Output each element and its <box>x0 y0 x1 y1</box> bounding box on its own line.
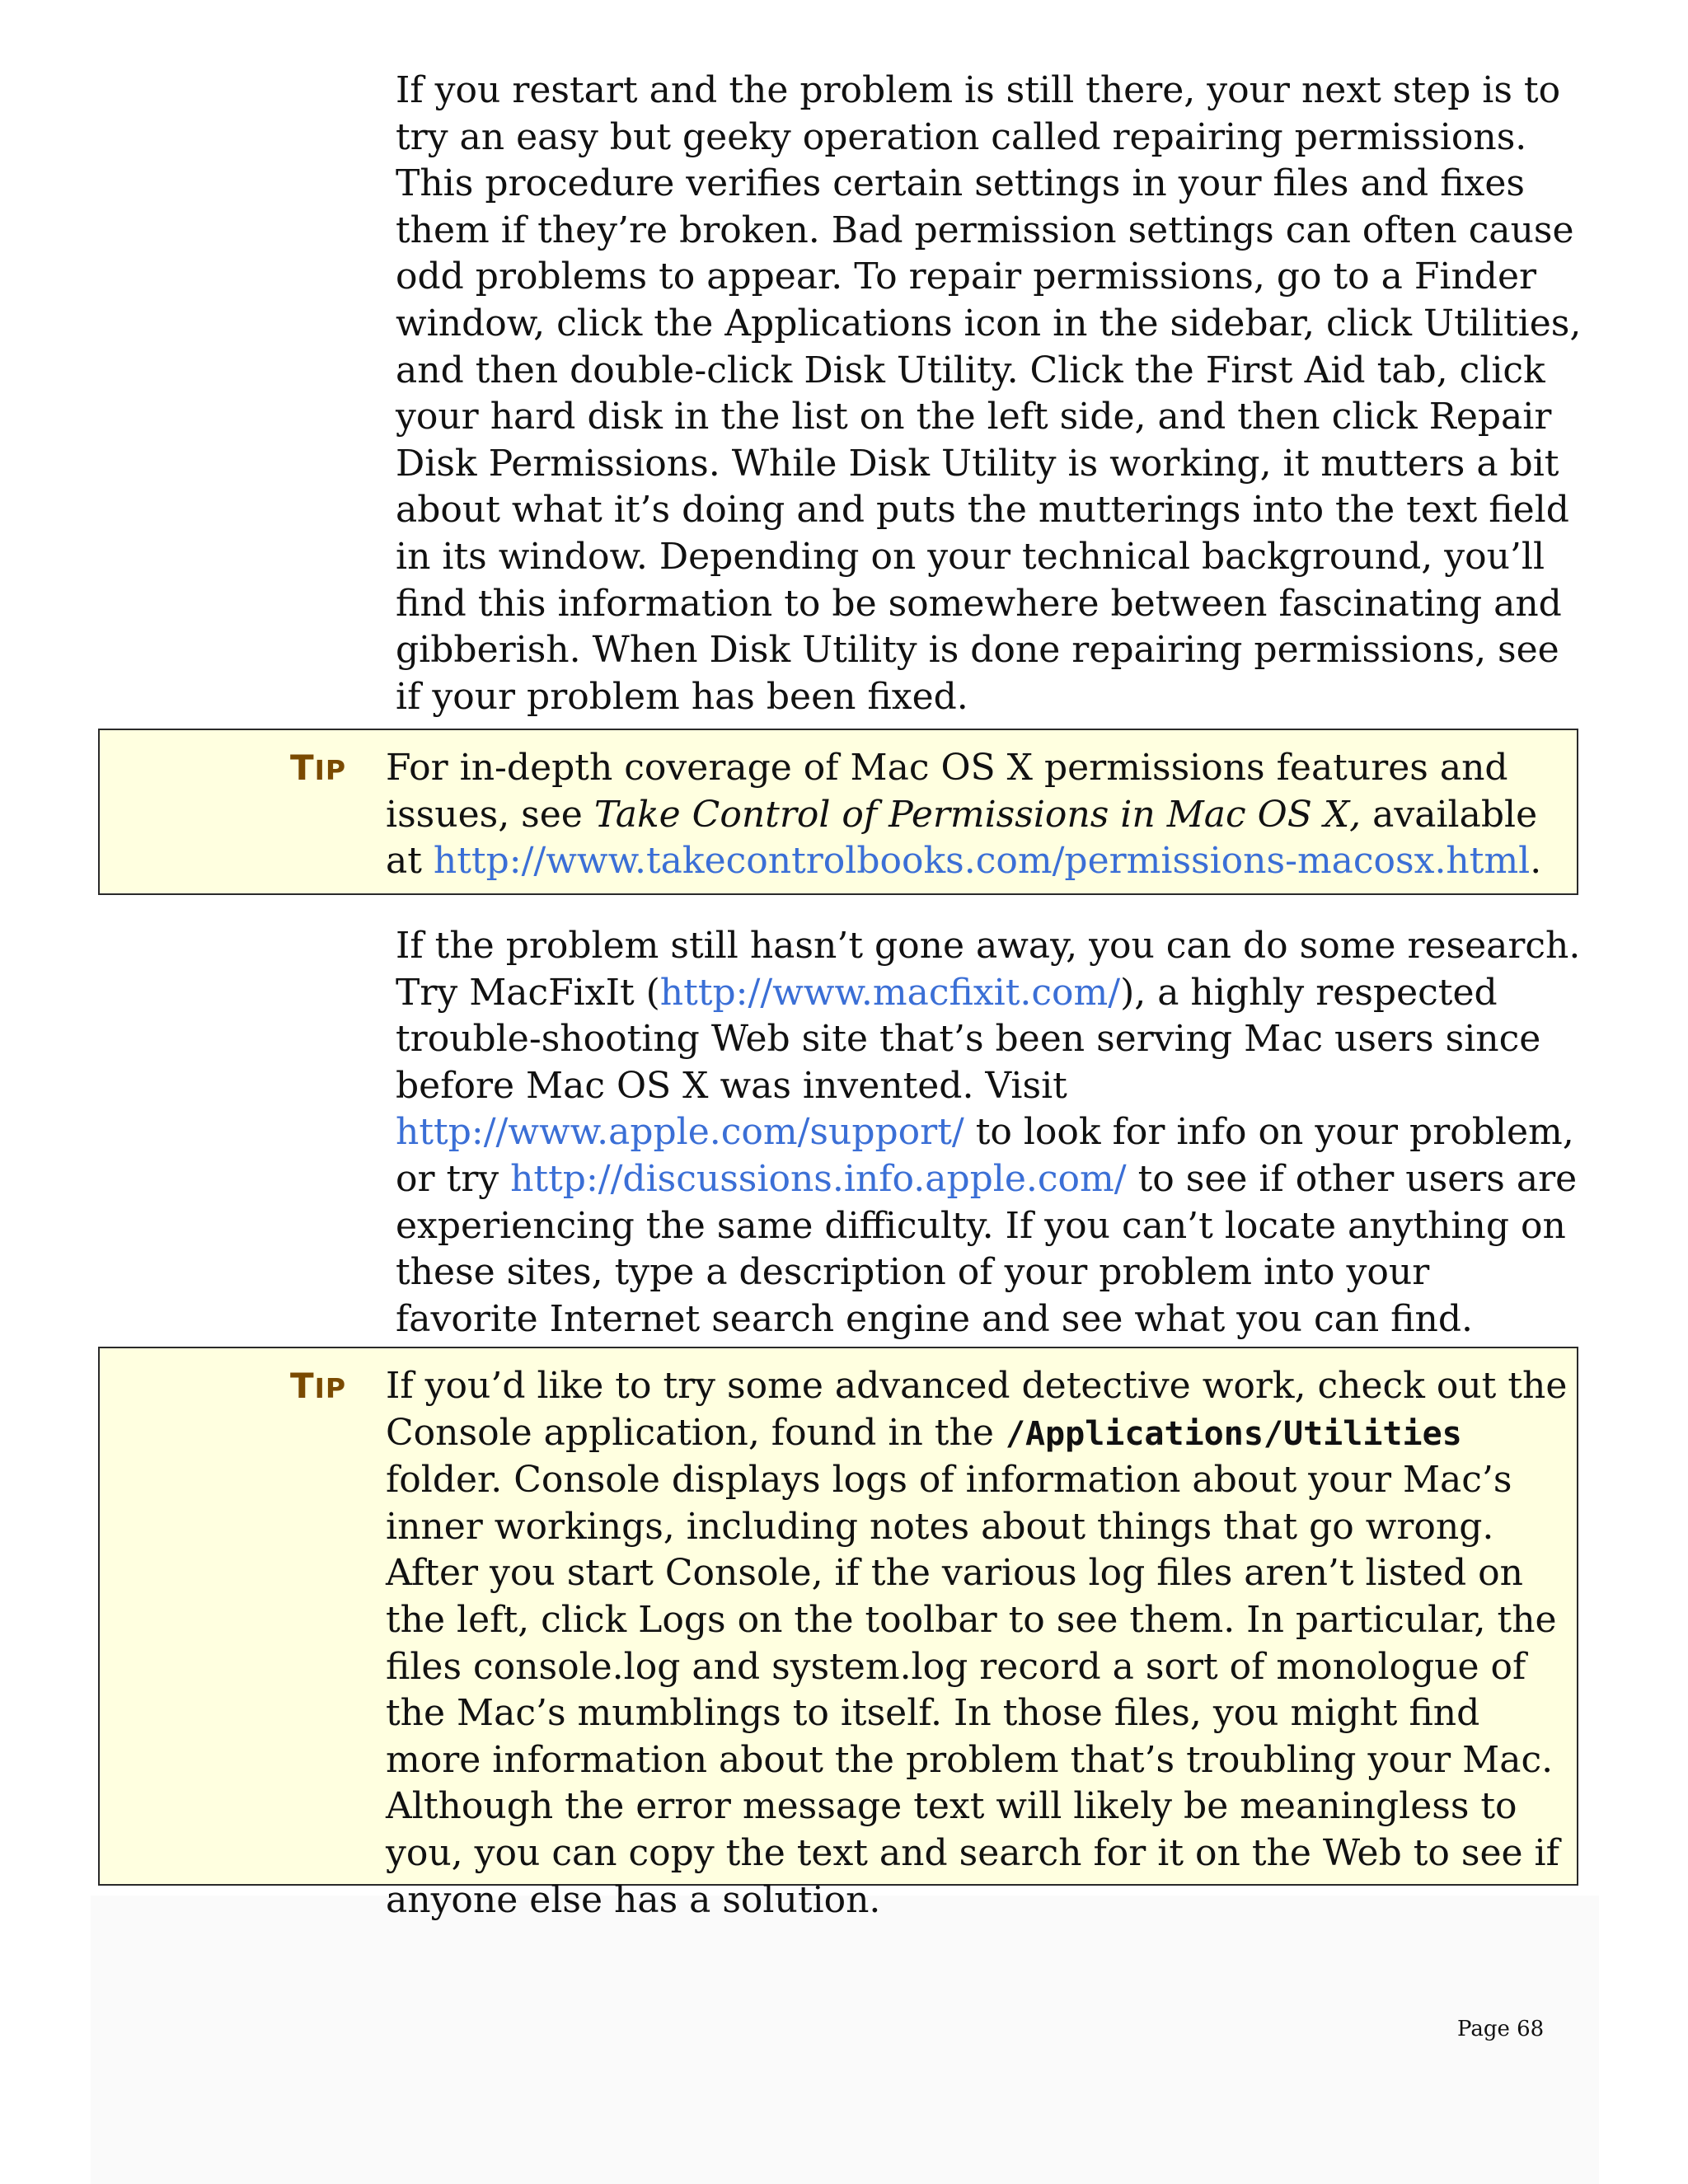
paragraph-text-segment: to see if other users are experiencing the same difficulty. If you can’t locate anything on these sites, type a description of your problem into your favorite Internet search engine and see what you can find. <box>396 1157 1578 1340</box>
tip-text <box>386 1363 1573 1924</box>
tip-box-permissions <box>98 729 1578 895</box>
tip-text-segment: folder. Console displays logs of information about your Mac’s inner workings, including notes about things that go wrong. After you start Console, if the various log files aren’t listed on the left, click Logs on the toolbar to see them. In particular, the files console.log and system.log record a sort of monologue of the Mac’s mumblings to itself. In those files, you might find more information about the problem that’s troubling your Mac. Although the error message text will likely be meaningless to you, you can copy the text and search for it on the Web to see if anyone else has a solution. <box>386 1459 1559 1921</box>
tip-text-segment: available at <box>386 793 1538 883</box>
macfixit-link[interactable]: http://www.macfixit.com/ <box>659 971 1121 1014</box>
utilities-folder-path: /Applications/Utilities <box>1005 1414 1462 1453</box>
tip-label-rest: IP <box>314 1372 347 1404</box>
paragraph-text-segment: ), a highly respected trouble-shooting Web site that’s been serving Mac users since before Mac OS X was invented. Visit <box>396 971 1541 1107</box>
apple-discussions-link[interactable]: http://discussions.info.apple.com/ <box>510 1157 1127 1200</box>
page-number: Page 68 <box>1457 2017 1545 2041</box>
tip-box-console <box>98 1347 1578 1921</box>
apple-support-link[interactable]: http://www.apple.com/support/ <box>396 1111 964 1154</box>
paragraph-text: If you restart and the problem is still there, your next step is to try an easy but geeky operation called repairing permissions. This procedure verifies certain settings in your files and fixes them if they’re broken. Bad permission settings can often cause odd problems to appear. To repair permissions, go to a Finder window, click the Applications icon in the sidebar, click Utilities, and then double-click Disk Utility. Click the First Aid tab, click your hard disk in the list on the left side, and then click Repair Disk Permissions. While Disk Utility is working, it mutters a bit about what it’s doing and puts the mutterings into the text field in its window. Depending on your technical background, you’ll find this information to be somewhere between fascinating and gibberish. When Disk Utility is done repairing permissions, see if your problem has been fixed. <box>396 69 1582 718</box>
tip-text-segment: For in-depth coverage of Mac OS X permissions features and issues, see <box>386 747 1508 836</box>
tip-label <box>290 745 346 794</box>
tip-label-initial: T <box>290 748 315 788</box>
tip-text <box>386 745 1573 885</box>
page-bottom-tint <box>91 1896 1599 2184</box>
permissions-book-link[interactable]: http://www.takecontrolbooks.com/permissions-macosx.html <box>433 840 1531 883</box>
paragraph-text-segment: If the problem still hasn’t gone away, you can do some research. Try MacFixIt ( <box>396 925 1581 1014</box>
tip-label-initial: T <box>290 1366 315 1406</box>
book-title: Take Control of Permissions in Mac OS X, <box>593 793 1362 836</box>
body-paragraph-research <box>396 923 1582 1343</box>
tip-label <box>290 1363 346 1412</box>
paragraph-text-segment: to look for info on your problem, or try <box>396 1111 1574 1200</box>
tip-label-rest: IP <box>314 754 347 786</box>
tip-text-segment: If you’d like to try some advanced detective work, check out the Console application, found in the <box>386 1365 1568 1454</box>
tip-text-end: . <box>1530 840 1542 883</box>
body-paragraph-repair-permissions <box>396 68 1582 720</box>
